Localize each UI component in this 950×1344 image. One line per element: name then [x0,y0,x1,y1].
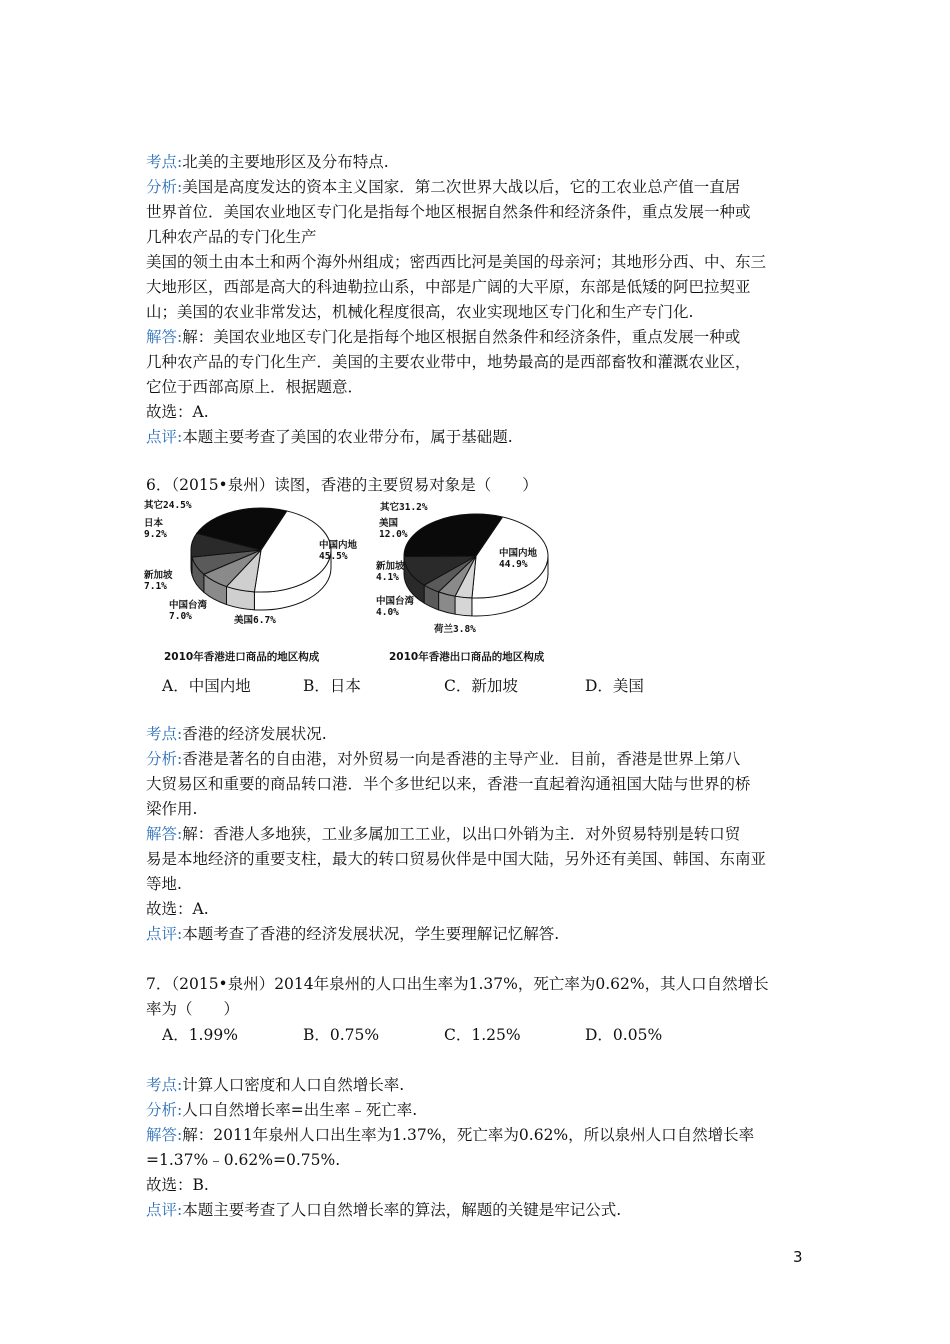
kaodian-line [146,150,389,174]
fenxi-text: 人口自然增长率=出生率﹣死亡率. [182,1101,418,1119]
dianping-label: 点评: [146,428,183,446]
page-number: 3 [793,1248,803,1266]
pie-label-1-4: 新加坡 7.1% [144,570,173,592]
q6-option-c[interactable]: C．新加坡 [444,677,518,695]
jieda-line [146,325,740,349]
kaodian-label: 考点: [146,725,183,743]
q7-option-b[interactable]: B．0.75% [303,1026,380,1044]
text-line: 美国的领土由本土和两个海外州组成；密西西比河是美国的母亲河；其地形分西、中、东三 [146,253,767,271]
text-line: 等地. [146,875,182,893]
fenxi-label: 分析: [146,1101,183,1119]
pie-label-2-3: 中国台湾 4.0% [376,596,415,618]
kaodian-line [146,722,327,746]
text-line: 梁作用. [146,800,198,818]
pie-charts [144,498,584,668]
dianping-label: 点评: [146,925,183,943]
pie-label-1-1: 中国内地 45.5% [319,540,358,562]
jieda-text: 解：香港人多地狭，工业多属加工工业，以出口外销为主．对外贸易特别是转口贸 [182,825,741,843]
dianping-text: 本题考查了香港的经济发展状况，学生要理解记忆解答. [182,925,560,943]
dianping-text: 本题主要考查了人口自然增长率的算法，解题的关键是牢记公式. [182,1201,622,1219]
q6-option-a[interactable]: A．中国内地 [162,677,251,695]
dianping-line [146,425,513,449]
fenxi-line [146,1098,417,1122]
dianping-text: 本题主要考查了美国的农业带分布，属于基础题. [182,428,513,446]
text-line: 大贸易区和重要的商品转口港．半个多世纪以来，香港一直起着沟通祖国大陆与世界的桥 [146,775,751,793]
pie-label-2-6: 其它31.2% [380,502,428,513]
kaodian-line [146,1073,404,1097]
fenxi-text: 美国是高度发达的资本主义国家．第二次世界大战以后，它的工农业总产值一直居 [182,178,741,196]
question-6-stem: 6．（2015•泉州）读图，香港的主要贸易对象是（ ） [146,476,538,494]
fenxi-label: 分析: [146,750,183,768]
pie-side-2-2 [455,596,472,616]
text-line: 世界首位．美国农业地区专门化是指每个地区根据自然条件和经济条件，重点发展一种或 [146,203,751,221]
pie-label-2-5: 美国 12.0% [379,518,408,540]
pie-title-2: 2010年香港出口商品的地区构成 [389,651,545,663]
text-line: 几种农产品的专门化生产．美国的主要农业带中，地势最高的是西部畜牧和灌溉农业区， [146,353,751,371]
q6-option-b[interactable]: B．日本 [303,677,361,695]
pie-label-2-4: 新加坡 4.1% [376,561,405,583]
q7-option-a[interactable]: A．1.99% [162,1026,238,1044]
pie-label-1-3: 中国台湾 7.0% [169,600,208,622]
text-line: 大地形区，西部是高大的科迪勒拉山系，中部是广阔的大平原，东部是低矮的阿巴拉契亚 [146,278,751,296]
text-line: =1.37%﹣0.62%=0.75%. [146,1151,341,1169]
pie-label-1-5: 日本 9.2% [144,518,167,540]
question-7-stem: 7．（2015•泉州）2014年泉州的人口出生率为1.37%，死亡率为0.62%，其人口自然增长 [146,975,769,993]
kaodian-text: 计算人口密度和人口自然增长率. [182,1076,405,1094]
jieda-label: 解答: [146,825,183,843]
kaodian-label: 考点: [146,153,183,171]
text-line: 易是本地经济的重要支柱，最大的转口贸易伙伴是中国大陆，另外还有美国、韩国、东南亚 [146,850,767,868]
pie-title-1: 2010年香港进口商品的地区构成 [164,651,320,663]
fenxi-label: 分析: [146,178,183,196]
jieda-line [146,822,740,846]
dianping-line [146,1198,621,1222]
jieda-label: 解答: [146,328,183,346]
q7-option-d[interactable]: D．0.05% [585,1026,663,1044]
kaodian-text: 香港的经济发展状况. [182,725,327,743]
jieda-label: 解答: [146,1126,183,1144]
text-line: 它位于西部高原上．根据题意． [146,378,364,396]
hk-trade-pie-figure [144,498,584,668]
dianping-line [146,922,559,946]
q7-option-c[interactable]: C．1.25% [444,1026,521,1044]
answer-line: 故选：A. [146,900,209,918]
answer-line: 故选：B. [146,1176,209,1194]
answer-line: 故选：A. [146,403,209,421]
text-line: 山；美国的农业非常发达，机械化程度很高，农业实现地区专门化和生产专门化. [146,303,694,321]
fenxi-line [146,747,740,771]
q6-option-d[interactable]: D．美国 [585,677,644,695]
kaodian-text: 北美的主要地形区及分布特点. [182,153,389,171]
jieda-text: 解：2011年泉州人口出生率为1.37%，死亡率为0.62%，所以泉州人口自然增长率 [182,1126,755,1144]
question-7-stem-cont: 率为（ ） [146,1000,240,1018]
pie-label-1-6: 其它24.5% [144,500,192,511]
dianping-label: 点评: [146,1201,183,1219]
pie-label-2-1: 中国内地 44.9% [499,548,538,570]
text-line: 几种农产品的专门化生产 [146,228,317,246]
jieda-text: 解：美国农业地区专门化是指每个地区根据自然条件和经济条件，重点发展一种或 [182,328,741,346]
kaodian-label: 考点: [146,1076,183,1094]
fenxi-line [146,175,740,199]
fenxi-text: 香港是著名的自由港，对外贸易一向是香港的主导产业．目前，香港是世界上第八 [182,750,741,768]
pie-label-1-2: 美国6.7% [234,615,276,626]
pie-label-2-2: 荷兰3.8% [434,624,476,635]
jieda-line [146,1123,754,1147]
